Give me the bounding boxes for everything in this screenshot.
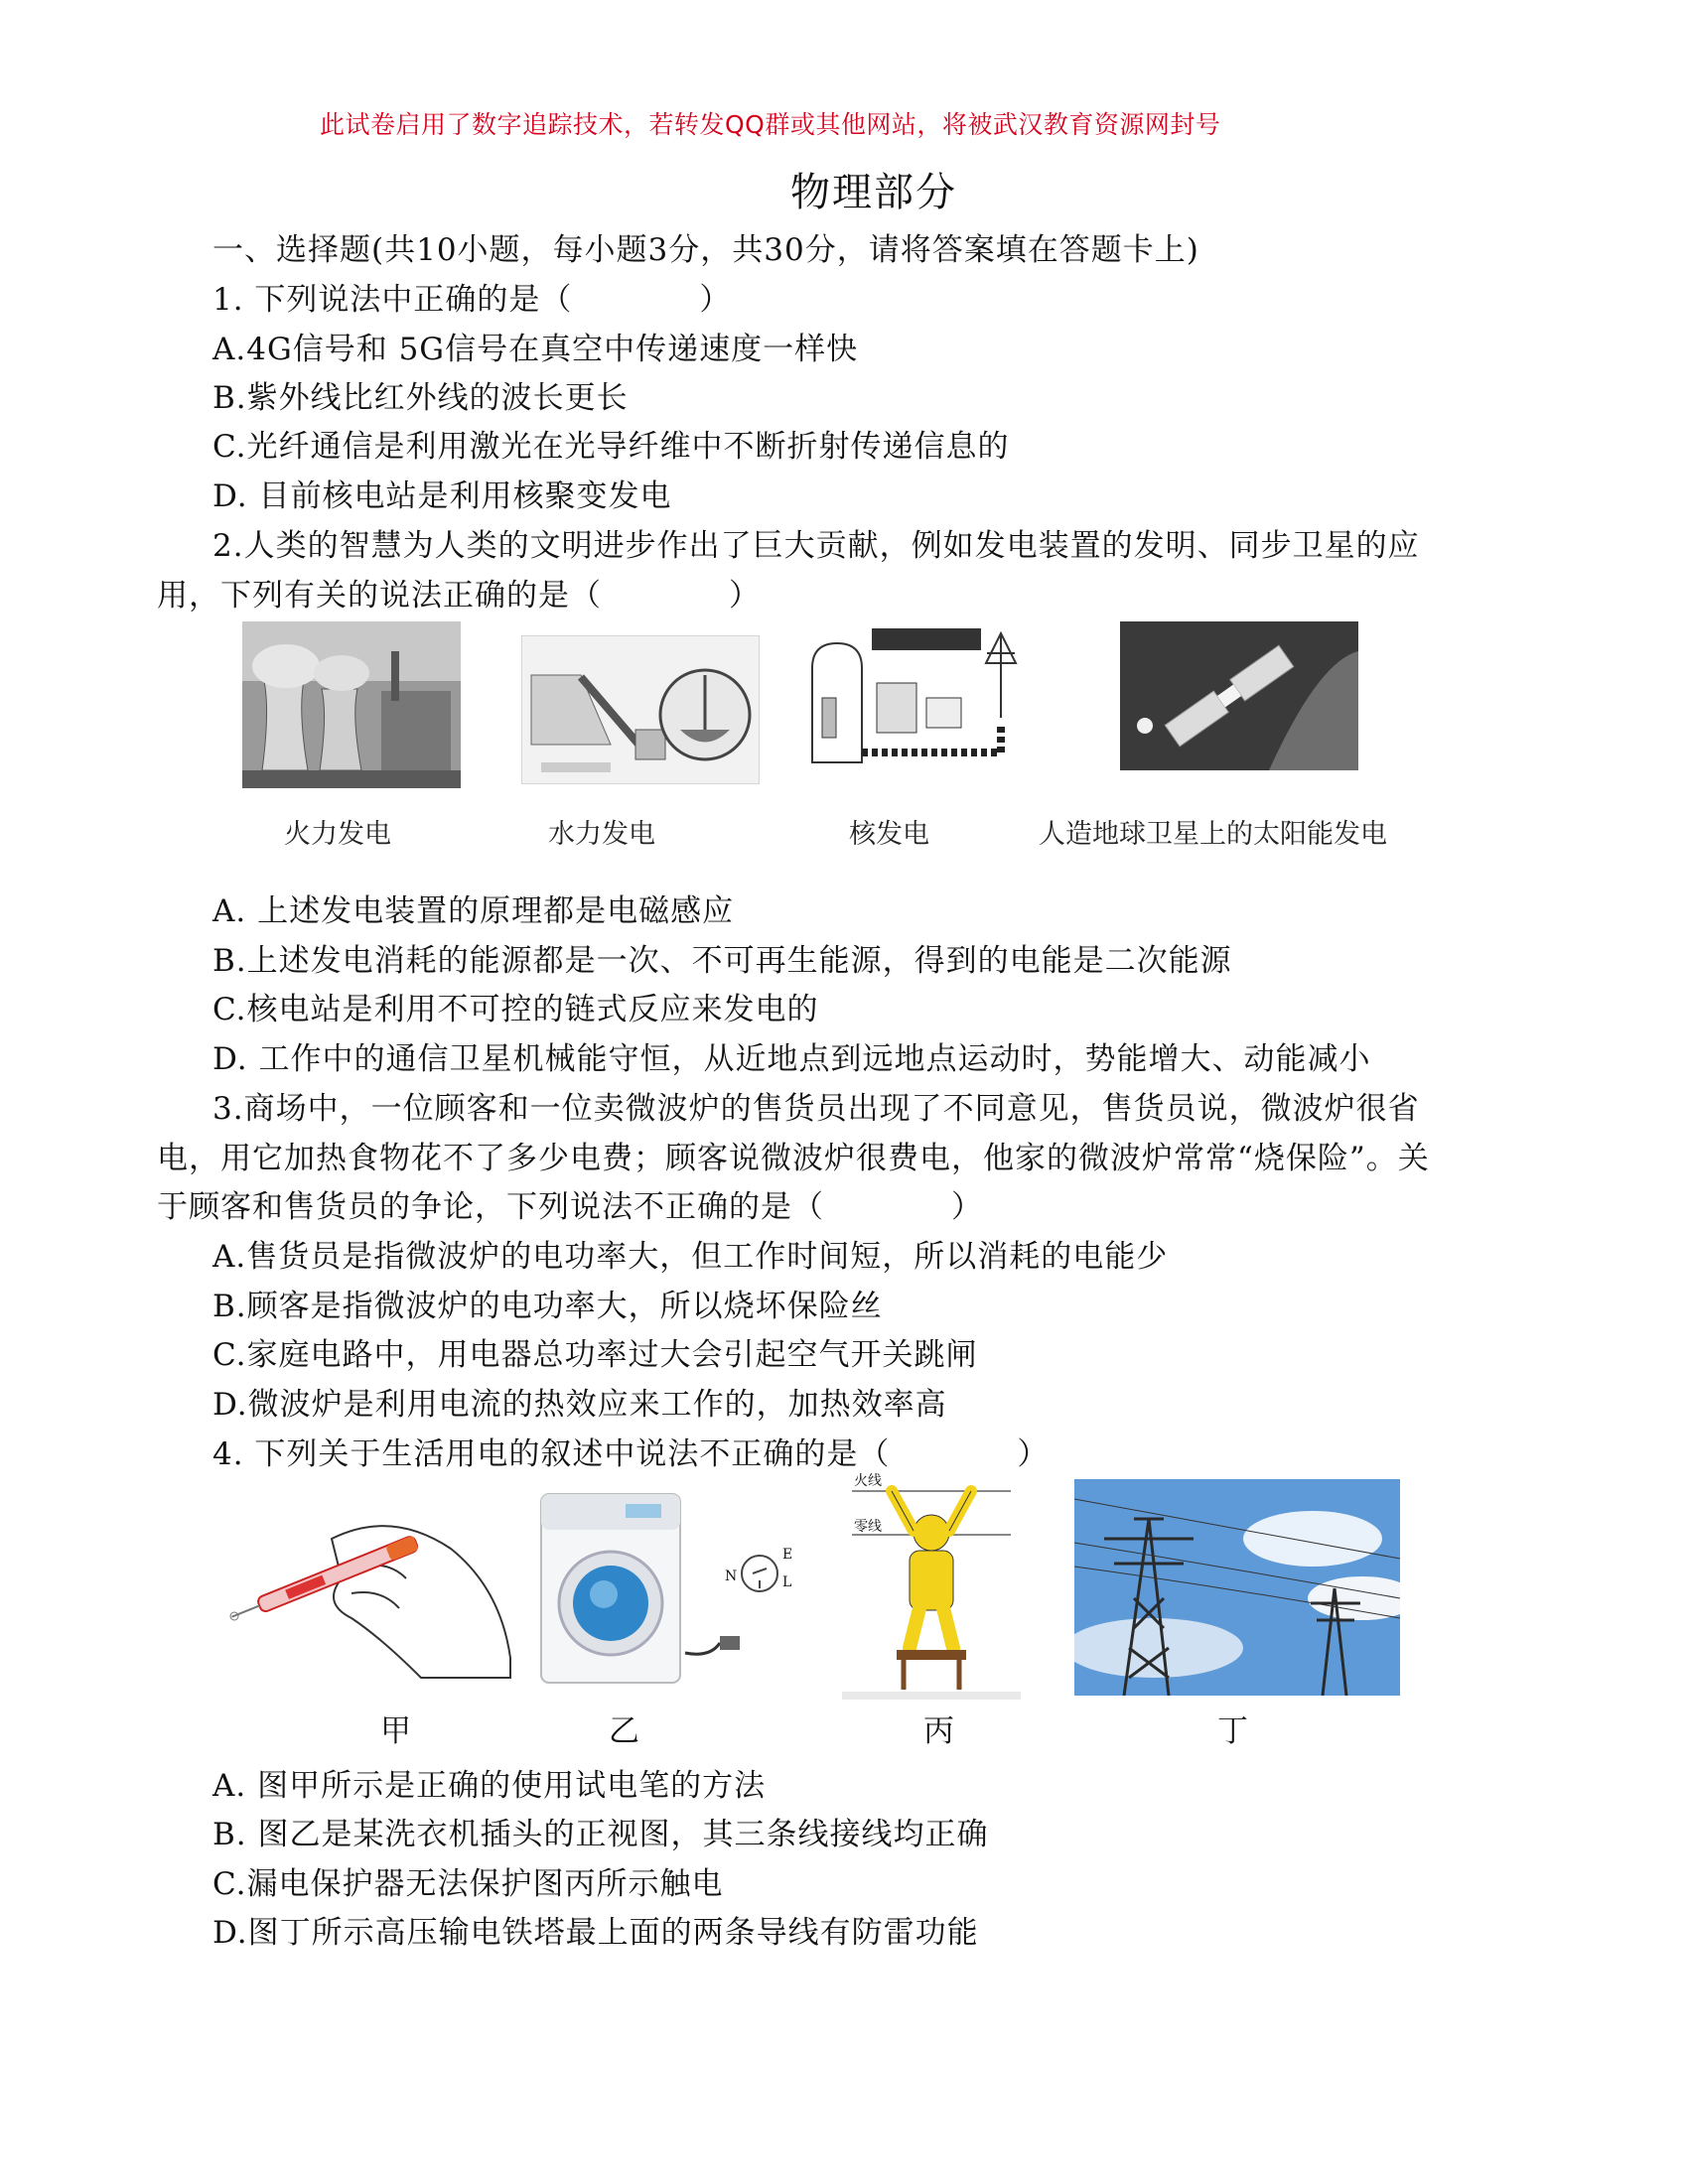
question-2-stem-line2: 用，下列有关的说法正确的是（ ） <box>157 578 761 614</box>
socket-label-e: E <box>782 1547 793 1563</box>
section-heading: 一、选择题(共10小题，每小题3分，共30分，请将答案填在答题卡上) <box>212 232 1199 268</box>
q1-option-b: B.紫外线比红外线的波长更长 <box>212 380 629 416</box>
question-3-stem-line1: 3.商场中，一位顾客和一位卖微波炉的售货员出现了不同意见，售货员说，微波炉很省 <box>212 1091 1420 1127</box>
socket-label-n: N <box>725 1569 738 1584</box>
q3-option-a: A.售货员是指微波炉的电功率大，但工作时间短，所以消耗的电能少 <box>212 1239 1169 1275</box>
q1-option-d: D. 目前核电站是利用核聚变发电 <box>212 478 672 514</box>
q2-option-d: D. 工作中的通信卫星机械能守恒，从近地点到远地点运动时，势能增大、动能减小 <box>212 1041 1371 1077</box>
question-1-stem: 1. 下列说法中正确的是（ ） <box>212 282 732 318</box>
q1-option-a: A.4G信号和 5G信号在真空中传递速度一样快 <box>212 332 859 367</box>
q2-option-b: B.上述发电消耗的能源都是一次、不可再生能源，得到的电能是二次能源 <box>212 943 1232 979</box>
q4-option-d: D.图丁所示高压输电铁塔最上面的两条导线有防雷功能 <box>212 1915 979 1951</box>
question-2-stem-line1: 2.人类的智慧为人类的文明进步作出了巨大贡献，例如发电装置的发明、同步卫星的应 <box>212 528 1420 564</box>
power-tower-image <box>1074 1479 1400 1696</box>
question-3-stem-line2: 电，用它加热食物花不了多少电费；顾客说微波炉很费电，他家的微波炉常常“烧保险”。关 <box>157 1141 1430 1176</box>
q2-option-a: A. 上述发电装置的原理都是电磁感应 <box>212 893 735 929</box>
caption-satellite: 人造地球卫星上的太阳能发电 <box>1039 819 1387 850</box>
electric-shock-figure-image <box>842 1471 1021 1700</box>
nuclear-power-diagram <box>802 623 1023 787</box>
thermal-power-plant-image <box>242 621 461 788</box>
q2-option-c: C.核电站是利用不可控的链式反应来发电的 <box>212 992 819 1027</box>
fig-label-bing: 丙 <box>923 1713 954 1749</box>
q4-option-c: C.漏电保护器无法保护图丙所示触电 <box>212 1866 724 1902</box>
tracking-notice: 此试卷启用了数字追踪技术，若转发QQ群或其他网站，将被武汉教育资源网封号 <box>320 110 1221 139</box>
caption-nuclear: 核发电 <box>849 819 929 850</box>
q3-option-d: D.微波炉是利用电流的热效应来工作的，加热效率高 <box>212 1387 947 1423</box>
question-3-stem-line3: 于顾客和售货员的争论，下列说法不正确的是（ ） <box>157 1189 983 1225</box>
q4-option-b: B. 图乙是某洗衣机插头的正视图，其三条线接线均正确 <box>212 1817 989 1852</box>
q3-option-b: B.顾客是指微波炉的电功率大，所以烧坏保险丝 <box>212 1289 883 1324</box>
live-wire-label: 火线 <box>854 1473 882 1489</box>
q3-option-c: C.家庭电路中，用电器总功率过大会引起空气开关跳闸 <box>212 1337 978 1373</box>
q1-option-c: C.光纤通信是利用激光在光导纤维中不断折射传递信息的 <box>212 429 1010 465</box>
socket-label-l: L <box>782 1574 792 1590</box>
q4-option-a: A. 图甲所示是正确的使用试电笔的方法 <box>212 1768 767 1804</box>
test-pen-hand-image <box>222 1509 520 1688</box>
satellite-solar-image <box>1120 621 1358 770</box>
hydro-power-diagram <box>521 635 760 784</box>
question-4-stem: 4. 下列关于生活用电的叙述中说法不正确的是（ ） <box>212 1436 1050 1472</box>
fig-label-yi: 乙 <box>609 1713 639 1749</box>
caption-hydro: 水力发电 <box>548 819 655 850</box>
neutral-wire-label: 零线 <box>854 1519 882 1535</box>
page-title: 物理部分 <box>790 170 957 215</box>
fig-label-jia: 甲 <box>380 1713 411 1749</box>
washing-machine-plug-image <box>536 1489 804 1688</box>
caption-thermal: 火力发电 <box>284 819 391 850</box>
fig-label-ding: 丁 <box>1217 1713 1248 1749</box>
